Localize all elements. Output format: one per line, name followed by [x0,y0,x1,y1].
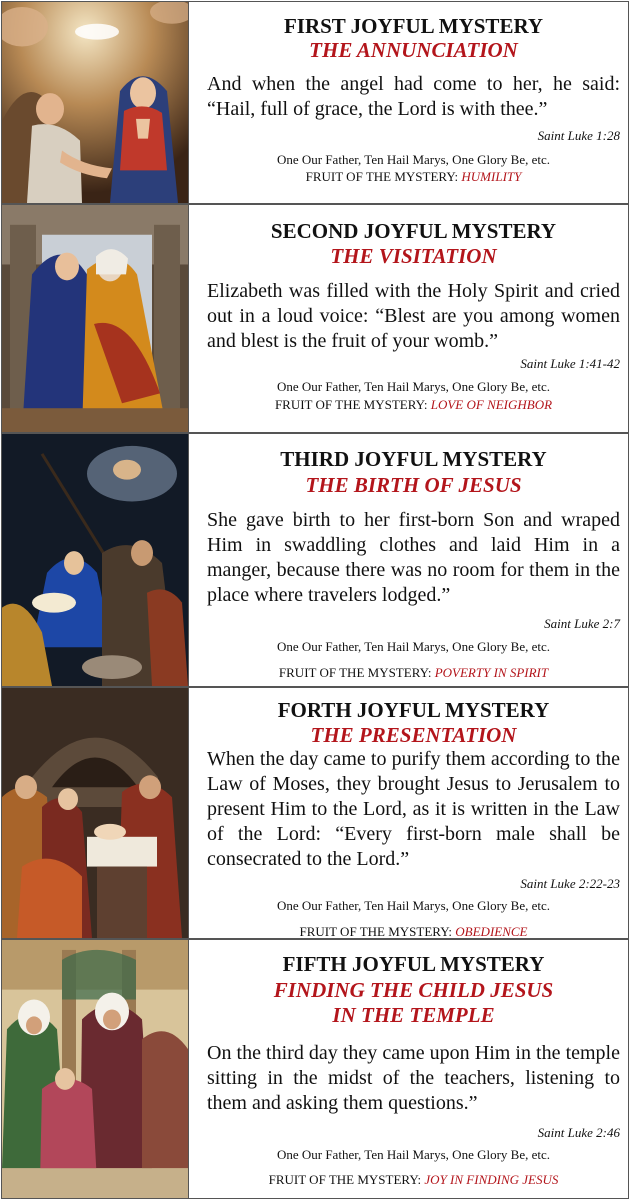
prayer-instructions: One Our Father, Ten Hail Marys, One Glory Be, etc. [276,898,551,913]
fruit-value: LOVE OF NEIGHBOR [430,397,553,412]
mystery-card-4 [1,687,629,939]
fruit-label: FRUIT OF THE MYSTERY: [268,1172,422,1187]
fruit-label: FRUIT OF THE MYSTERY: [305,169,459,184]
mystery-title: FIFTH JOYFUL MYSTERY [282,952,545,976]
mystery-card-1 [1,1,629,204]
mystery-subtitle: THE VISITATION [330,244,497,268]
mystery-text-5 [189,940,628,1198]
mystery-title: SECOND JOYFUL MYSTERY [270,219,557,243]
scripture-quote: She gave birth to her first-born Son and wraped Him in swaddling clothes and laid Him in a manger, because there was no room for them in the place where travelers lodged.” [207,509,620,606]
scripture-reference: Saint Luke 2:7 [544,616,620,631]
fruit-of-mystery [207,397,620,413]
mystery-subtitle-line-2: IN THE TEMPLE [332,1003,495,1027]
finding-in-temple-painting [2,940,189,1198]
scripture-quote: And when the angel had come to her, he said: “Hail, full of grace, the Lord is with thee.” [207,73,620,120]
presentation-painting [2,688,189,938]
prayer-instructions: One Our Father, Ten Hail Marys, One Glory Be, etc. [276,1147,551,1162]
prayer-instructions: One Our Father, Ten Hail Marys, One Glory Be, etc. [276,639,551,654]
scripture-reference: Saint Luke 2:22-23 [520,876,620,891]
fruit-label: FRUIT OF THE MYSTERY: [278,665,432,680]
nativity-painting [2,434,189,686]
mystery-text-3 [189,434,628,686]
fruit-value: OBEDIENCE [455,924,528,939]
mystery-card-2 [1,204,629,433]
scripture-quote: Elizabeth was filled with the Holy Spirit and cried out in a loud voice: “Blest are you among women and blest is the fruit of your womb.” [207,280,620,352]
annunciation-painting [2,2,189,203]
scripture-quote: On the third day they came upon Him in the temple sitting in the midst of the teachers, listening to them and asking them questions.” [207,1042,620,1114]
mystery-title: FORTH JOYFUL MYSTERY [277,698,550,722]
mystery-title: THIRD JOYFUL MYSTERY [280,447,547,471]
scripture-quote: When the day came to purify them according to the Law of Moses, they brought Jesus to Jerusalem to present Him to the Lord, as it is written in the Law of the Lord: “Every first-born male shall be consecrated to the Lord.” [207,748,620,870]
fruit-value: POVERTY IN SPIRIT [434,665,549,680]
mystery-subtitle: THE PRESENTATION [310,723,517,747]
scripture-reference: Saint Luke 1:28 [537,128,620,143]
fruit-value: HUMILITY [461,169,522,184]
fruit-of-mystery [207,169,620,185]
mystery-subtitle-line-1: FINDING THE CHILD JESUS [273,978,554,1002]
fruit-of-mystery [207,665,620,681]
mystery-subtitle: THE ANNUNCIATION [309,38,518,62]
fruit-label: FRUIT OF THE MYSTERY: [299,924,453,939]
fruit-value: JOY IN FINDING JESUS [424,1172,559,1187]
mystery-card-5 [1,939,629,1199]
mystery-title: FIRST JOYFUL MYSTERY [283,14,544,38]
mystery-card-3 [1,433,629,687]
prayer-instructions: One Our Father, Ten Hail Marys, One Glory Be, etc. [276,152,551,167]
scripture-reference: Saint Luke 1:41-42 [520,356,620,371]
scripture-reference: Saint Luke 2:46 [537,1125,620,1140]
fruit-of-mystery [207,1172,620,1188]
prayer-instructions: One Our Father, Ten Hail Marys, One Glory Be, etc. [276,379,551,394]
visitation-painting [2,205,189,432]
fruit-of-mystery [207,924,620,939]
mystery-text-4 [189,688,628,938]
mystery-text-2 [189,205,628,432]
mystery-subtitle: THE BIRTH OF JESUS [305,473,522,497]
fruit-label: FRUIT OF THE MYSTERY: [274,397,428,412]
mystery-text-1 [189,2,628,203]
